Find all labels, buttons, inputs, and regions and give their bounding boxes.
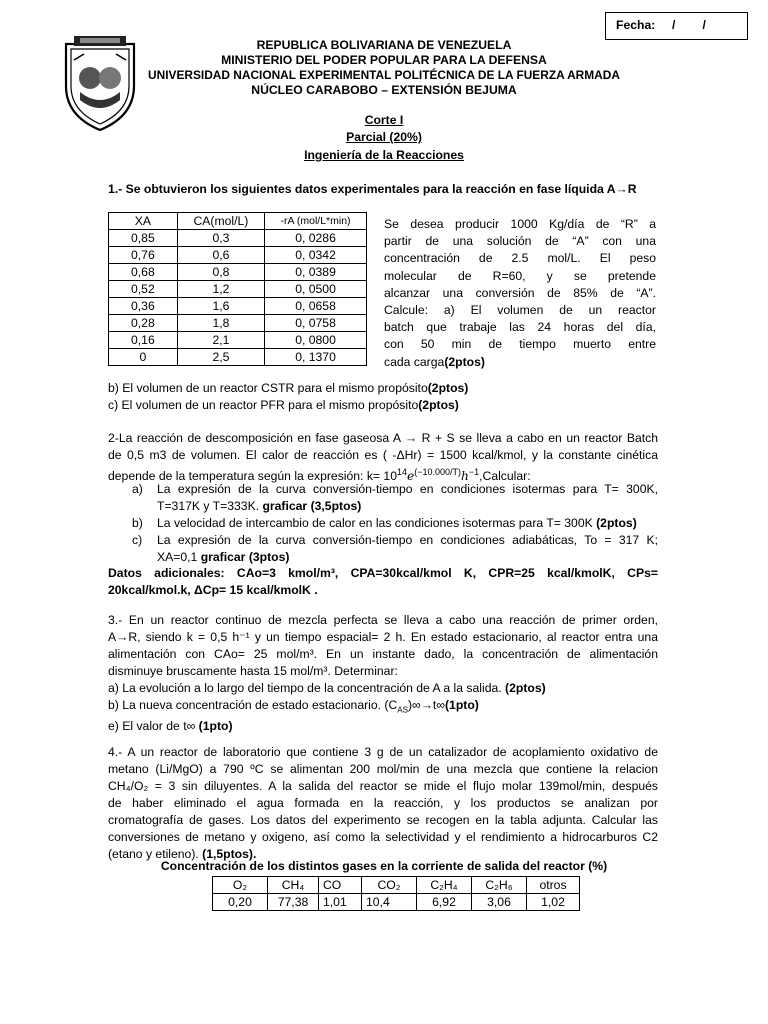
q2-items xyxy=(132,481,658,566)
points: (1pto) xyxy=(198,719,233,734)
fecha-slashes: / / xyxy=(672,18,706,32)
q4-line: 4.- A un reactor de laboratorio que contiene 3 g de un catalizador de acoplamiento oxidativo de xyxy=(108,745,658,759)
cell: 1,2 xyxy=(177,281,264,298)
item-label: a) xyxy=(132,482,143,496)
cell: 0,28 xyxy=(109,315,178,332)
cell: 0,16 xyxy=(109,332,178,349)
table-header-row xyxy=(213,877,580,894)
q1-title-text: 1.- Se obtuvieron los siguientes datos experimentales para la reacción en fase líquida A xyxy=(108,182,616,196)
cell: 0,6 xyxy=(177,247,264,264)
q4-line: de haber eliminado el agua formada en la reacción, y los productos se analizan por xyxy=(108,796,658,810)
q4-line: conversiones de metano y oxigeno, así como la selectividad y el rendimiento a hidrocarburos C2 xyxy=(108,830,658,844)
q2-item-b xyxy=(132,515,658,532)
q3-c-text: e) El valor de t∞ xyxy=(108,719,199,734)
item-text: La expresión de la curva conversión-tiempo en condiciones isotermas para T= 300K, xyxy=(157,482,658,496)
exp-argument: (−10.000/T) xyxy=(414,467,461,477)
title-subject: Ingeniería de la Reacciones xyxy=(304,148,464,162)
header-line-nucleo: NÚCLEO CARABOBO – EXTENSIÓN BEJUMA xyxy=(251,83,517,97)
q4-line: cromatografía de gases. Los datos del experimento se recogen en la tabla adjunta. Calcular las xyxy=(108,813,658,827)
q3-line: alimentación con CAo= 25 mol/m³. En un instante dado, la concentración de alimentación xyxy=(108,647,658,661)
q1-c xyxy=(108,398,459,412)
cell: 0, 0286 xyxy=(265,230,367,247)
q1-title xyxy=(108,182,637,196)
cell: 0, 0800 xyxy=(265,332,367,349)
cell: 0, 0658 xyxy=(265,298,367,315)
side-line: con 50 min de tiempo muerto entre xyxy=(384,337,656,352)
table-row xyxy=(109,332,367,349)
cell: 1,02 xyxy=(527,894,580,911)
title-parcial: Parcial (20%) xyxy=(346,130,422,144)
table-row xyxy=(109,298,367,315)
q3-b xyxy=(108,697,658,718)
q3-a-text: a) La evolución a lo largo del tiempo de la concentración de A a la salida. xyxy=(108,681,506,695)
q2-item-a xyxy=(132,481,658,515)
table-row xyxy=(109,247,367,264)
exp-14: 14 xyxy=(396,467,407,477)
points: (2ptos) xyxy=(505,681,546,695)
item-text: La velocidad de intercambio de calor en las condiciones isotermas para T= 300K xyxy=(157,516,597,530)
cell: 0, 0758 xyxy=(265,315,367,332)
points: graficar (3,5ptos) xyxy=(262,499,362,513)
points: (2ptos) xyxy=(427,381,469,395)
points: graficar (3ptos) xyxy=(200,550,290,564)
side-line: partir de una solución de “A” con una xyxy=(384,234,656,249)
points: (2ptos) xyxy=(418,398,459,412)
table-row xyxy=(213,894,580,911)
e-symbol: e xyxy=(407,469,415,484)
q2-item-c xyxy=(132,532,658,566)
side-line: alcanzar una conversión de 85% de “A”. xyxy=(384,285,656,300)
q2-line: 2-La reacción de descomposición en fase gaseosa A → R + S se lleva a cabo en un reactor Batch xyxy=(108,431,658,445)
q3-b-sub: AS xyxy=(397,705,408,715)
col-header-xa: XA xyxy=(109,213,178,230)
cell: 3,06 xyxy=(472,894,527,911)
side-line: concentración de 2.5 mol/L. El peso xyxy=(384,251,656,266)
side-line: cada carga xyxy=(384,354,445,369)
col-header-co2: CO₂ xyxy=(362,877,417,894)
fecha-label: Fecha: xyxy=(616,18,656,32)
datos-line: Datos adicionales: CAo=3 kmol/m³, CPA=30kcal/kmol K, CPR=25 kcal/kmolK, CPs= xyxy=(108,566,658,580)
side-line: Calcule: a) El volumen de un reactor xyxy=(384,303,656,318)
cell: 0, 0500 xyxy=(265,281,367,298)
q1-side-text xyxy=(384,216,656,371)
col-header-co: CO xyxy=(319,877,362,894)
cell: 0,52 xyxy=(109,281,178,298)
q3-b-text: b) La nueva concentración de estado estacionario. (C xyxy=(108,698,398,712)
side-line: batch que trabaje las 24 horas del día, xyxy=(384,320,656,335)
q3-a xyxy=(108,680,658,697)
q3-b-mid: )∞→t∞ xyxy=(407,698,445,712)
table-row xyxy=(109,315,367,332)
cell: 0, 0342 xyxy=(265,247,367,264)
q3-line: A→R, siendo k = 0,5 h⁻¹ y un tiempo espacial= 2 h. En estado estacionario, al reactor entra una xyxy=(108,630,658,644)
q1-data-table xyxy=(108,212,367,366)
q3-line: 3.- En un reactor continuo de mezcla perfecta se lleva a cabo una reacción de primer orden, xyxy=(108,613,658,627)
side-line: Se desea producir 1000 Kg/día de “R” a xyxy=(384,217,656,231)
cell: 0, 0389 xyxy=(265,264,367,281)
points: (2ptos) xyxy=(444,354,485,369)
side-line: molecular de R=60, y se pretende xyxy=(384,268,656,283)
item-text: T=317K y T=333K. xyxy=(157,499,263,513)
table-header-row xyxy=(109,213,367,230)
q1-title-product: R xyxy=(627,182,637,196)
col-header-ch4: CH₄ xyxy=(268,877,319,894)
item-text: La expresión de la curva conversión-tiempo en condiciones adiabáticas, To = 317 K; xyxy=(157,533,658,547)
cell: 6,92 xyxy=(417,894,472,911)
col-header-c2h4: C₂H₄ xyxy=(417,877,472,894)
q4-table-title: Concentración de los distintos gases en la corriente de salida del reactor (%) xyxy=(160,859,608,873)
fecha-box xyxy=(605,12,748,40)
q2-formula-pre: depende de la temperatura según la expresión: k= 10 xyxy=(108,469,397,484)
cell: 0,68 xyxy=(109,264,178,281)
table-row xyxy=(109,230,367,247)
q2-formula-post: ,Calcular: xyxy=(479,469,531,484)
q2-line: de 0,5 m3 de volumen. El calor de reacción es ( -ΔHr) = 1500 kcal/kmol, y la constante cinética xyxy=(108,448,658,462)
points: (1pto) xyxy=(444,698,479,712)
h-exponent: −1 xyxy=(468,467,480,477)
points: (2ptos) xyxy=(596,516,637,530)
h-unit: h xyxy=(461,469,469,484)
table-row xyxy=(109,264,367,281)
q3-block xyxy=(108,612,658,735)
side-line-last xyxy=(384,354,656,371)
cell: 2,5 xyxy=(177,349,264,366)
q4-line: CH₄/O₂ = 3 sin diluyentes. A la salida del reactor se mide el flujo molar 139mol/min, después xyxy=(108,779,658,793)
item-label: c) xyxy=(132,533,143,547)
cell: 0,3 xyxy=(177,230,264,247)
q4-gas-table xyxy=(212,876,580,911)
cell: 0, 1370 xyxy=(265,349,367,366)
item-text: XA=0,1 xyxy=(157,550,201,564)
q3-line: disminuye bruscamente hasta 15 mol/m³. Determinar: xyxy=(108,664,398,678)
col-header-o2: O₂ xyxy=(213,877,268,894)
cell: 0,36 xyxy=(109,298,178,315)
col-header-otros: otros xyxy=(527,877,580,894)
cell: 0,85 xyxy=(109,230,178,247)
cell: 1,8 xyxy=(177,315,264,332)
cell: 2,1 xyxy=(177,332,264,349)
header-line-republica: REPUBLICA BOLIVARIANA DE VENEZUELA xyxy=(256,38,512,52)
cell: 77,38 xyxy=(268,894,319,911)
header-line-ministerio: MINISTERIO DEL PODER POPULAR PARA LA DEFENSA xyxy=(221,53,547,67)
col-header-ca: CA(mol/L) xyxy=(177,213,264,230)
q4-line: metano (Li/MgO) a 790 ºC se alimentan 200 mol/min de una mezcla que contiene la relacion xyxy=(108,762,658,776)
cell: 0 xyxy=(109,349,178,366)
header-line-universidad: UNIVERSIDAD NACIONAL EXPERIMENTAL POLITÉCNICA DE LA FUERZA ARMADA xyxy=(148,68,620,82)
cell: 10,4 xyxy=(362,894,417,911)
q2-datos xyxy=(108,565,658,599)
datos-line: 20kcal/kmol.k, ΔCp= 15 kcal/kmolK . xyxy=(108,583,318,597)
arrow-icon: → xyxy=(615,182,628,196)
q1-b-text: b) El volumen de un reactor CSTR para el mismo propósito xyxy=(108,381,428,395)
q1-c-text: c) El volumen de un reactor PFR para el mismo propósito xyxy=(108,398,419,412)
col-header-c2h6: C₂H₆ xyxy=(472,877,527,894)
points: (1,5ptos). xyxy=(202,847,257,861)
cell: 0,20 xyxy=(213,894,268,911)
cell: 1,01 xyxy=(319,894,362,911)
table-row xyxy=(109,349,367,366)
q3-c xyxy=(108,718,658,735)
q2-block xyxy=(108,430,658,485)
cell: 0,8 xyxy=(177,264,264,281)
q4-block xyxy=(108,744,658,863)
cell: 1,6 xyxy=(177,298,264,315)
col-header-ra: -rA (mol/L*min) xyxy=(265,213,367,230)
item-label: b) xyxy=(132,516,143,530)
q1-b xyxy=(108,381,468,395)
table-row xyxy=(109,281,367,298)
title-corte: Corte I xyxy=(364,113,404,127)
cell: 0,76 xyxy=(109,247,178,264)
q4-line: (etano y etileno). xyxy=(108,847,203,861)
